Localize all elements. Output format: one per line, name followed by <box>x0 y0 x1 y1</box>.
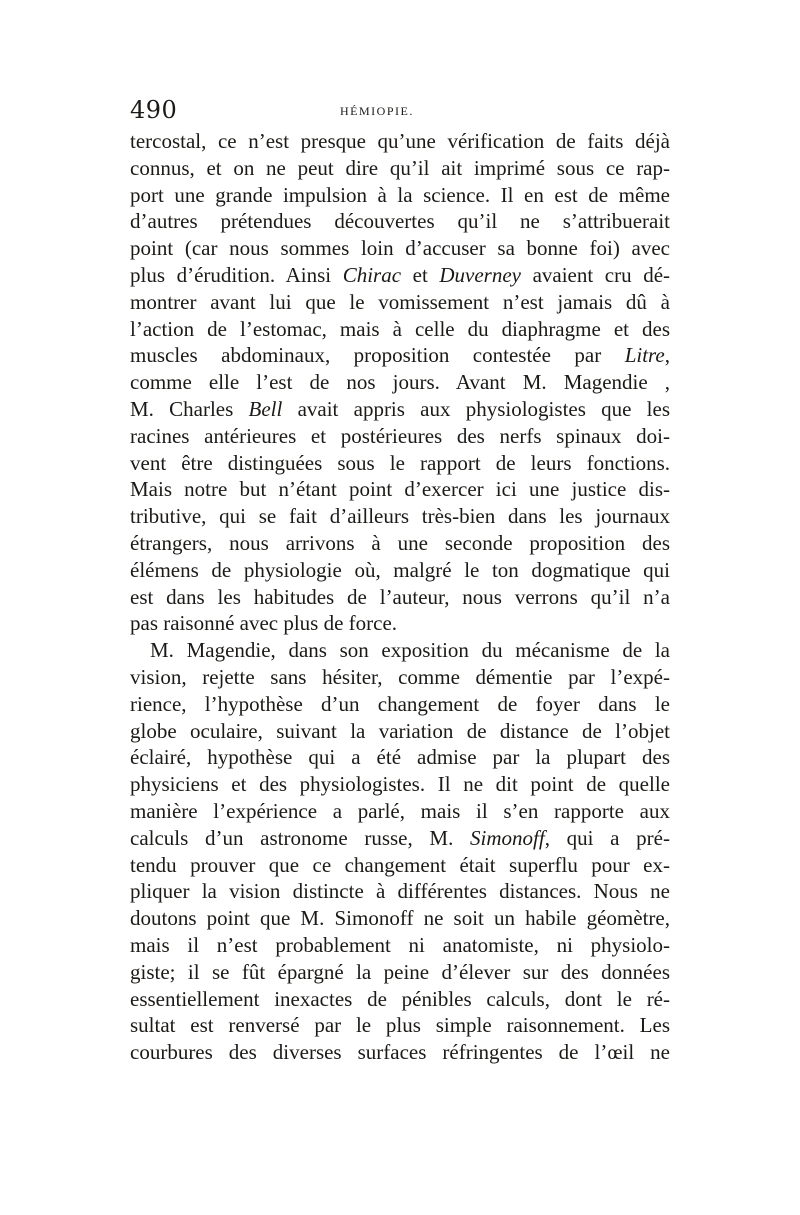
text-segment: M. Charles <box>130 396 249 421</box>
text-segment: avaient cru dé- <box>520 262 671 287</box>
text-line <box>130 530 670 557</box>
text-line <box>130 128 670 155</box>
text-segment: tributive, qui se fait d’ailleurs très-bien dans les journaux <box>130 504 670 529</box>
text-line <box>130 825 670 852</box>
text-segment: doutons point que M. Simonoff ne soit un habile géomètre, <box>130 906 670 931</box>
text-line <box>130 718 670 745</box>
italic-name: Simonoff <box>470 825 545 850</box>
text-line <box>130 664 670 691</box>
text-segment: sultat est renversé par le plus simple raisonnement. Les <box>130 1013 670 1038</box>
text-segment: calculs d’un astronome russe, M. <box>130 825 471 850</box>
text-segment: éclairé, hypothèse qui a été admise par la plupart des <box>130 745 670 770</box>
text-line <box>130 503 670 530</box>
text-line <box>130 798 670 825</box>
text-line <box>130 155 670 182</box>
text-line <box>130 182 670 209</box>
text-segment: courbures des diverses surfaces réfringentes de l’œil ne <box>130 1040 670 1065</box>
text-segment: avait appris aux physiologistes que les <box>282 396 670 421</box>
text-line <box>130 959 670 986</box>
text-line <box>130 369 670 396</box>
body-text <box>130 128 670 1066</box>
text-segment: tendu prouver que ce changement était superflu pour ex- <box>130 852 670 877</box>
text-line <box>130 878 670 905</box>
italic-name: Litre <box>624 343 665 368</box>
running-head: HÉMIOPIE. <box>340 104 414 118</box>
page-number: 490 <box>130 96 178 124</box>
text-line <box>130 450 670 477</box>
text-line <box>130 637 670 664</box>
text-line <box>130 691 670 718</box>
text-line <box>130 610 670 637</box>
text-segment: est dans les habitudes de l’auteur, nous verrons qu’il n’a <box>130 584 670 609</box>
text-segment: Mais notre but n’étant point d’exercer ici une justice dis- <box>130 477 670 502</box>
text-line <box>130 744 670 771</box>
text-line <box>130 986 670 1013</box>
text-segment: racines antérieures et postérieures des nerfs spinaux doi- <box>130 423 670 448</box>
text-segment: point (car nous sommes loin d’accuser sa bonne foi) avec <box>130 236 670 261</box>
text-segment: et <box>401 262 440 287</box>
text-segment: montrer avant lui que le vomissement n’est jamais dû à <box>130 289 670 314</box>
italic-name: Duverney <box>439 262 521 287</box>
text-segment: d’autres prétendues découvertes qu’il ne s’attribuerait <box>130 209 670 234</box>
text-segment: tercostal, ce n’est presque qu’une vérification de faits déjà <box>130 129 670 153</box>
text-segment: physiciens et des physiologistes. Il ne dit point de quelle <box>130 772 670 797</box>
text-segment: pliquer la vision distincte à différentes distances. Nous ne <box>130 879 670 904</box>
text-segment: connus, et on ne peut dire qu’il ait imprimé sous ce rap- <box>130 155 670 180</box>
italic-name: Chirac <box>342 262 402 287</box>
text-segment: globe oculaire, suivant la variation de distance de l’objet <box>130 718 670 743</box>
text-segment: manière l’expérience a parlé, mais il s’en rapporte aux <box>130 798 670 823</box>
text-segment: vision, rejette sans hésiter, comme démentie par l’expé- <box>130 664 670 689</box>
text-segment: essentiellement inexactes de pénibles calculs, dont le ré- <box>130 986 670 1011</box>
text-segment: M. Magendie, dans son exposition du mécanisme de la <box>150 638 670 663</box>
text-segment: muscles abdominaux, proposition contestée par <box>130 343 625 368</box>
text-segment: , qui a pré- <box>544 825 670 850</box>
italic-name: Bell <box>248 396 283 421</box>
text-segment: comme elle l’est de nos jours. Avant M. Magendie , <box>130 370 670 395</box>
text-segment: vent être distinguées sous le rapport de leurs fonctions. <box>130 450 670 475</box>
text-line <box>130 316 670 343</box>
text-segment: port une grande impulsion à la science. Il en est de même <box>130 182 670 207</box>
text-line <box>130 771 670 798</box>
text-line <box>130 423 670 450</box>
text-line <box>130 208 670 235</box>
text-line <box>130 342 670 369</box>
text-line <box>130 905 670 932</box>
text-line <box>130 396 670 423</box>
text-segment: pas raisonné avec plus de force. <box>130 611 398 636</box>
text-line <box>130 476 670 503</box>
text-segment: étrangers, nous arrivons à une seconde proposition des <box>130 530 670 555</box>
text-segment: rience, l’hypothèse d’un changement de foyer dans le <box>130 691 670 716</box>
text-line <box>130 1039 670 1066</box>
text-line <box>130 235 670 262</box>
text-line <box>130 932 670 959</box>
text-segment: giste; il se fût épargné la peine d’élever sur des données <box>130 959 670 984</box>
text-line <box>130 1012 670 1039</box>
text-line <box>130 557 670 584</box>
text-line <box>130 262 670 289</box>
text-segment: plus d’érudition. Ainsi <box>130 262 343 287</box>
text-segment: élémens de physiologie où, malgré le ton dogmatique qui <box>130 557 670 582</box>
text-segment: , <box>664 343 670 368</box>
text-line <box>130 289 670 316</box>
text-line <box>130 584 670 611</box>
text-segment: l’action de l’estomac, mais à celle du diaphragme et des <box>130 316 670 341</box>
text-segment: mais il n’est probablement ni anatomiste, ni physiolo- <box>130 932 670 957</box>
text-line <box>130 852 670 879</box>
